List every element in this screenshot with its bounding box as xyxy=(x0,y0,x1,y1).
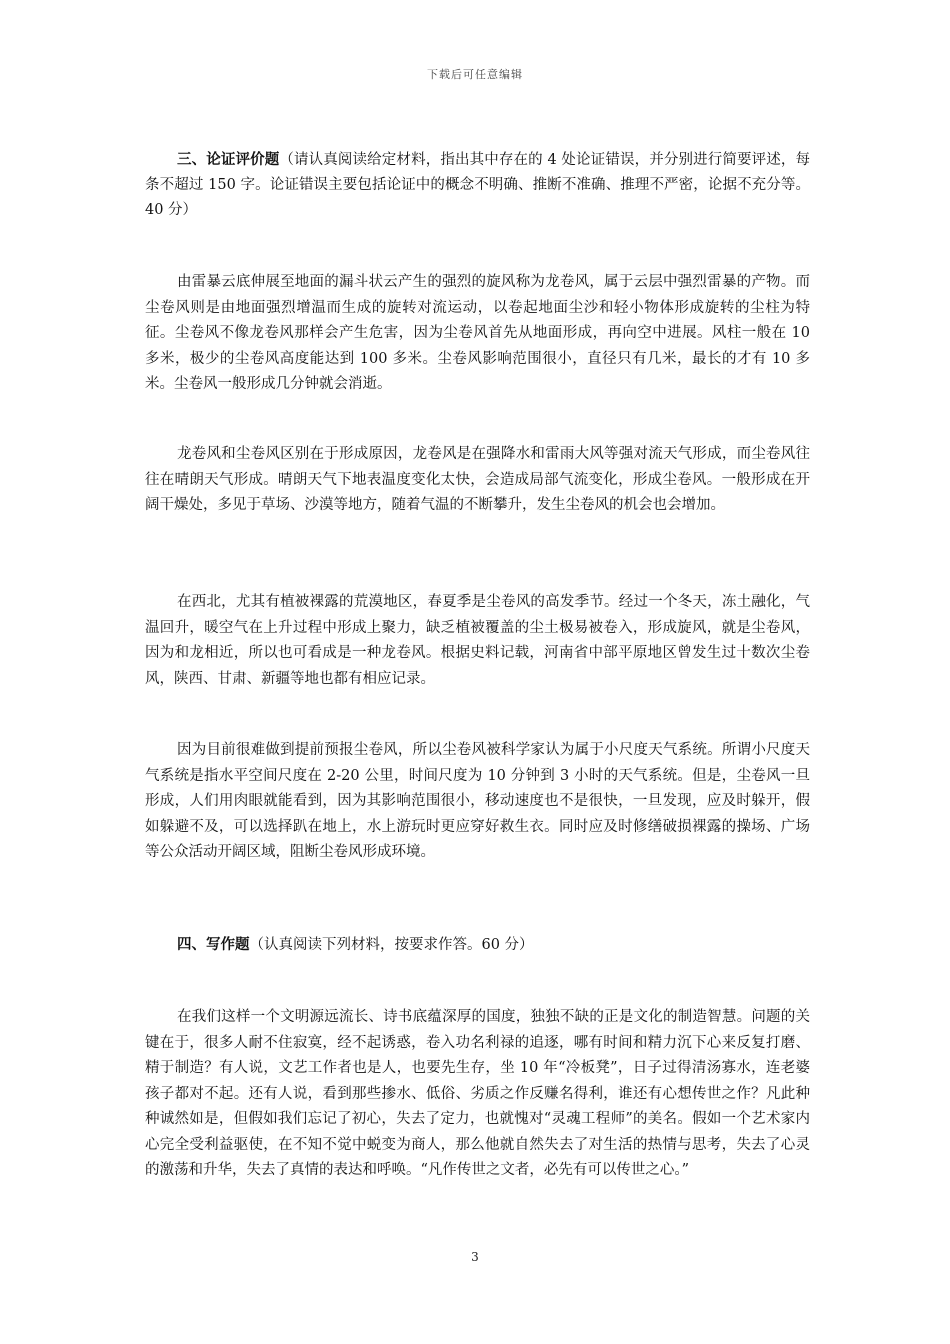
page-number: 3 xyxy=(471,1250,479,1264)
section-3-label: 三、论证评价题 xyxy=(177,151,280,168)
section-3-paragraph-3: 在西北，尤其有植被裸露的荒漠地区，春夏季是尘卷风的高发季节。经过一个冬天，冻土融化，气温回升，暖空气在上升过程中形成上聚力，缺乏植被覆盖的尘土极易被卷入，形成旋风，就是尘卷风，因为和龙相近，所以也可看成是一种龙卷风。根据史料记载，河南省中部平原地区曾发生过十数次尘卷风，陕西、甘肃、新疆等地也都有相应记录。 xyxy=(145,594,810,687)
page-header: 下载后可任意编辑 xyxy=(427,68,523,81)
section-3-heading xyxy=(145,147,810,223)
section-3-paragraph-1: 由雷暴云底伸展至地面的漏斗状云产生的强烈的旋风称为龙卷风，属于云层中强烈雷暴的产物。而尘卷风则是由地面强烈增温而生成的旋转对流运动，以卷起地面尘沙和轻小物体形成旋转的尘柱为特征。尘卷风不像龙卷风那样会产生危害，因为尘卷风首先从地面形成，再向空中进展。风柱一般在 10 多米，极少的尘卷风高度能达到 100 多米。尘卷风影响范围很小，直径只有几米，最长的才有 10 多米。尘卷风一般形成几分钟就会消逝。 xyxy=(145,274,810,392)
section-3-paragraph-4: 因为目前很难做到提前预报尘卷风，所以尘卷风被科学家认为属于小尺度天气系统。所谓小尺度天气系统是指水平空间尺度在 2-20 公里，时间尺度为 10 分钟到 3 小时的天气系统。但是，尘卷风一旦形成，人们用肉眼就能看到，因为其影响范围很小，移动速度也不是很快，一旦发现，应及时躲开，假如躲避不及，可以选择趴在地上，水上游玩时更应穿好救生衣。同时应及时修缮破损裸露的操场、广场等公众活动开阔区域，阻断尘卷风形成环境。 xyxy=(145,742,810,860)
section-4-label: 四、写作题 xyxy=(177,936,250,953)
section-4-paragraph-1: 在我们这样一个文明源远流长、诗书底蕴深厚的国度，独独不缺的正是文化的制造智慧。问题的关键在于，很多人耐不住寂寞，经不起诱惑，卷入功名利禄的追逐，哪有时间和精力沉下心来反复打磨、精于制造？有人说，文艺工作者也是人，也要先生存，坐 10 年“冷板凳”，日子过得清汤寡水，连老婆孩子都对不起。还有人说，看到那些掺水、低俗、劣质之作反赚名得利，谁还有心想传世之作？凡此种种诚然如是，但假如我们忘记了初心，失去了定力，也就愧对“灵魂工程师”的美名。假如一个艺术家内心完全受利益驱使，在不知不觉中蜕变为商人，那么他就自然失去了对生活的热情与思考，失去了心灵的激荡和升华，失去了真情的表达和呼唤。“凡作传世之文者，必先有可以传世之心。” xyxy=(145,1009,810,1178)
section-4-instructions: （认真阅读下列材料，按要求作答。60 分） xyxy=(249,937,534,953)
section-3-paragraph-2: 龙卷风和尘卷风区别在于形成原因，龙卷风是在强降水和雷雨大风等强对流天气形成，而尘卷风往往在晴朗天气形成。晴朗天气下地表温度变化太快，会造成局部气流变化，形成尘卷风。一般形成在开阔干燥处，多见于草场、沙漠等地方，随着气温的不断攀升，发生尘卷风的机会也会增加。 xyxy=(145,446,810,513)
section-3-instructions: （请认真阅读给定材料，指出其中存在的 4 处论证错误，并分别进行简要评述，每条不超过 150 字。论证错误主要包括论证中的概念不明确、推断不准确、推理不严密，论据不充分等。40 分） xyxy=(145,152,810,218)
section-4-heading xyxy=(145,932,810,958)
